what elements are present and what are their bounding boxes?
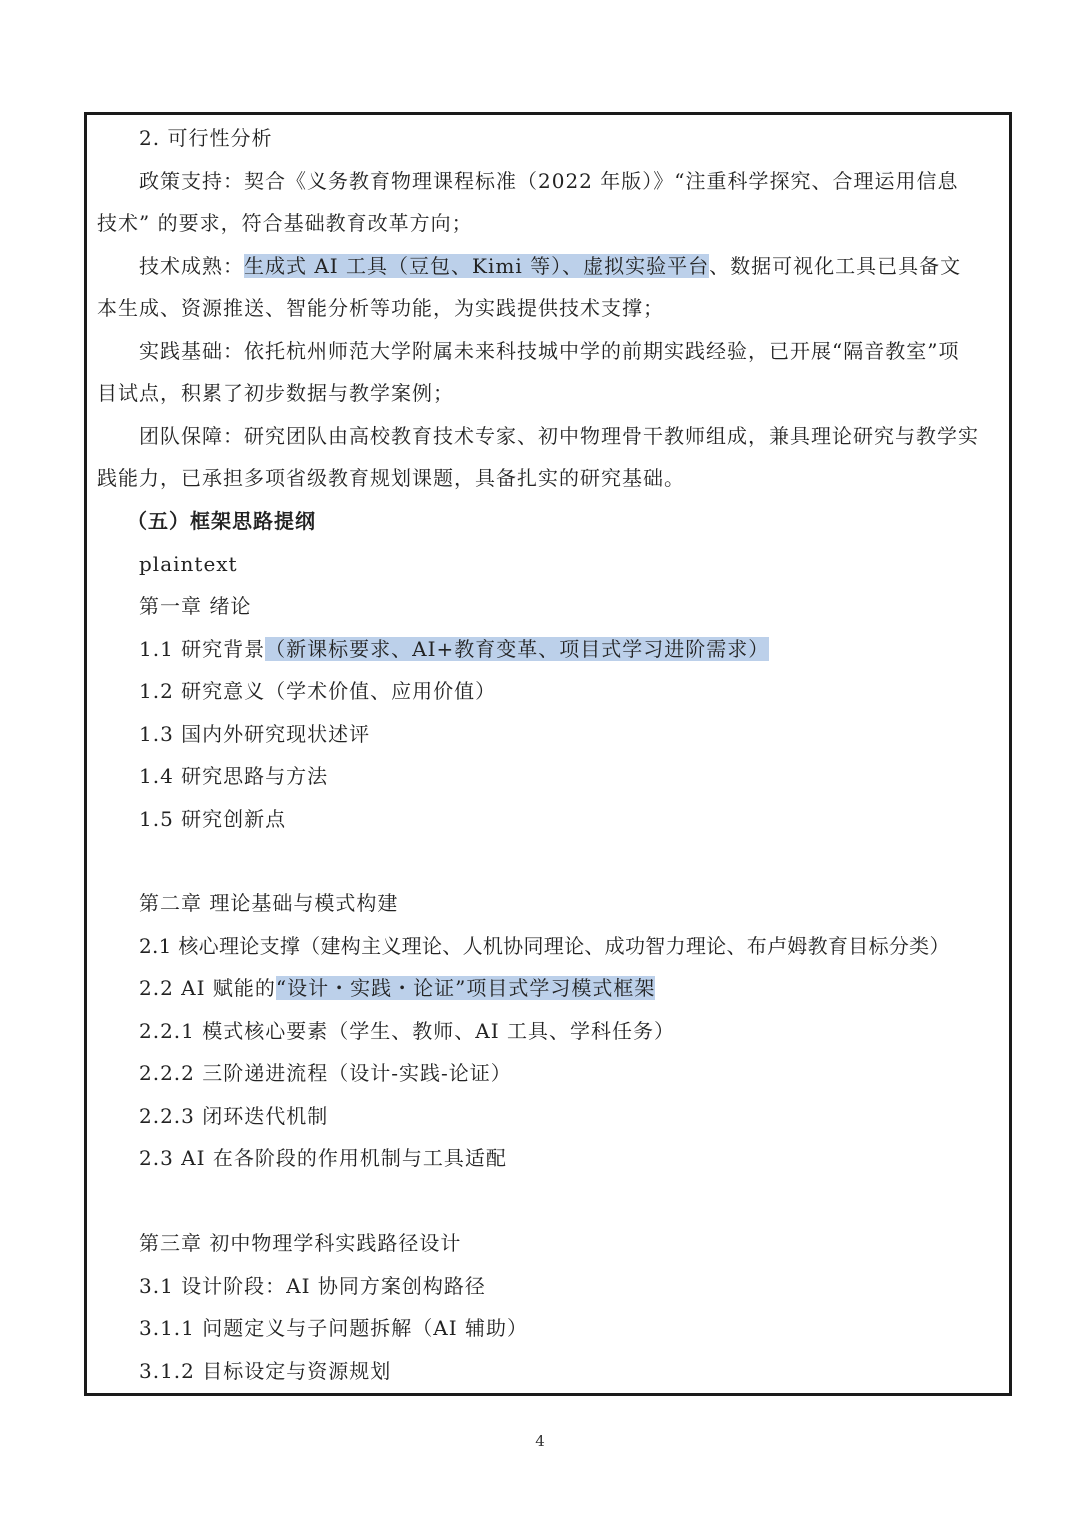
outline-item-2-3: 2.3 AI 在各阶段的作用机制与工具适配 — [139, 1146, 507, 1170]
tech-suffix: 、数据可视化工具已具备文 — [709, 254, 962, 278]
practice-paragraph-line1: 实践基础：依托杭州师范大学附属未来科技城中学的前期实践经验，已开展“隔音教室”项 — [139, 339, 960, 363]
tech-prefix: 技术成熟： — [139, 254, 244, 278]
practice-paragraph-line2: 目试点，积累了初步数据与教学案例； — [97, 381, 454, 405]
highlighted-text: （新课标要求、AI+教育变革、项目式学习进阶需求） — [265, 637, 770, 661]
outline-item-1-2: 1.2 研究意义（学术价值、应用价值） — [139, 679, 497, 703]
policy-paragraph-line1: 政策支持：契合《义务教育物理课程标准（2022 年版）》“注重科学探究、合理运用信息 — [139, 169, 959, 193]
team-paragraph-line1: 团队保障：研究团队由高校教育技术专家、初中物理骨干教师组成，兼具理论研究与教学实 — [139, 424, 979, 448]
chapter2-title: 第二章 理论基础与模式构建 — [139, 891, 399, 915]
outline-item-2-1: 2.1 核心理论支撑（建构主义理论、人机协同理论、成功智力理论、布卢姆教育目标分类） — [139, 934, 950, 958]
outline-item-2-2-2: 2.2.2 三阶递进流程（设计-实践-论证） — [139, 1061, 512, 1085]
plaintext-label: plaintext — [139, 552, 238, 576]
outline-item-3-1-1: 3.1.1 问题定义与子问题拆解（AI 辅助） — [139, 1316, 528, 1340]
chapter1-title: 第一章 绪论 — [139, 594, 252, 618]
outline-item-3-1: 3.1 设计阶段：AI 协同方案创构路径 — [139, 1274, 486, 1298]
outline-item-1-5: 1.5 研究创新点 — [139, 807, 287, 831]
tech-paragraph-line1 — [87, 253, 1009, 279]
outline-heading: （五）框架思路提纲 — [127, 509, 316, 533]
outline-item-3-1-2: 3.1.2 目标设定与资源规划 — [139, 1359, 392, 1383]
item-1-1-prefix: 1.1 研究背景 — [139, 637, 266, 661]
tech-paragraph-line2: 本生成、资源推送、智能分析等功能，为实践提供技术支撑； — [97, 296, 664, 320]
highlighted-text: “设计・实践・论证”项目式学习模式框架 — [275, 976, 656, 1000]
outline-item-2-2-3: 2.2.3 闭环迭代机制 — [139, 1104, 329, 1128]
chapter3-title: 第三章 初中物理学科实践路径设计 — [139, 1231, 462, 1255]
highlighted-text: 生成式 AI 工具（豆包、Kimi 等）、虚拟实验平台 — [244, 254, 710, 278]
page-number: 4 — [535, 1432, 545, 1450]
outline-item-2-2 — [87, 975, 1009, 1001]
section-heading: 2. 可行性分析 — [139, 126, 273, 150]
outline-item-1-4: 1.4 研究思路与方法 — [139, 764, 329, 788]
content-frame — [84, 112, 1012, 1396]
team-paragraph-line2: 践能力，已承担多项省级教育规划课题，具备扎实的研究基础。 — [97, 466, 685, 490]
outline-item-1-3: 1.3 国内外研究现状述评 — [139, 722, 371, 746]
outline-item-2-2-1: 2.2.1 模式核心要素（学生、教师、AI 工具、学科任务） — [139, 1019, 675, 1043]
item-2-2-prefix: 2.2 AI 赋能的 — [139, 976, 276, 1000]
policy-paragraph-line2: 技术” 的要求，符合基础教育改革方向； — [97, 211, 473, 235]
outline-item-1-1 — [87, 636, 1009, 662]
